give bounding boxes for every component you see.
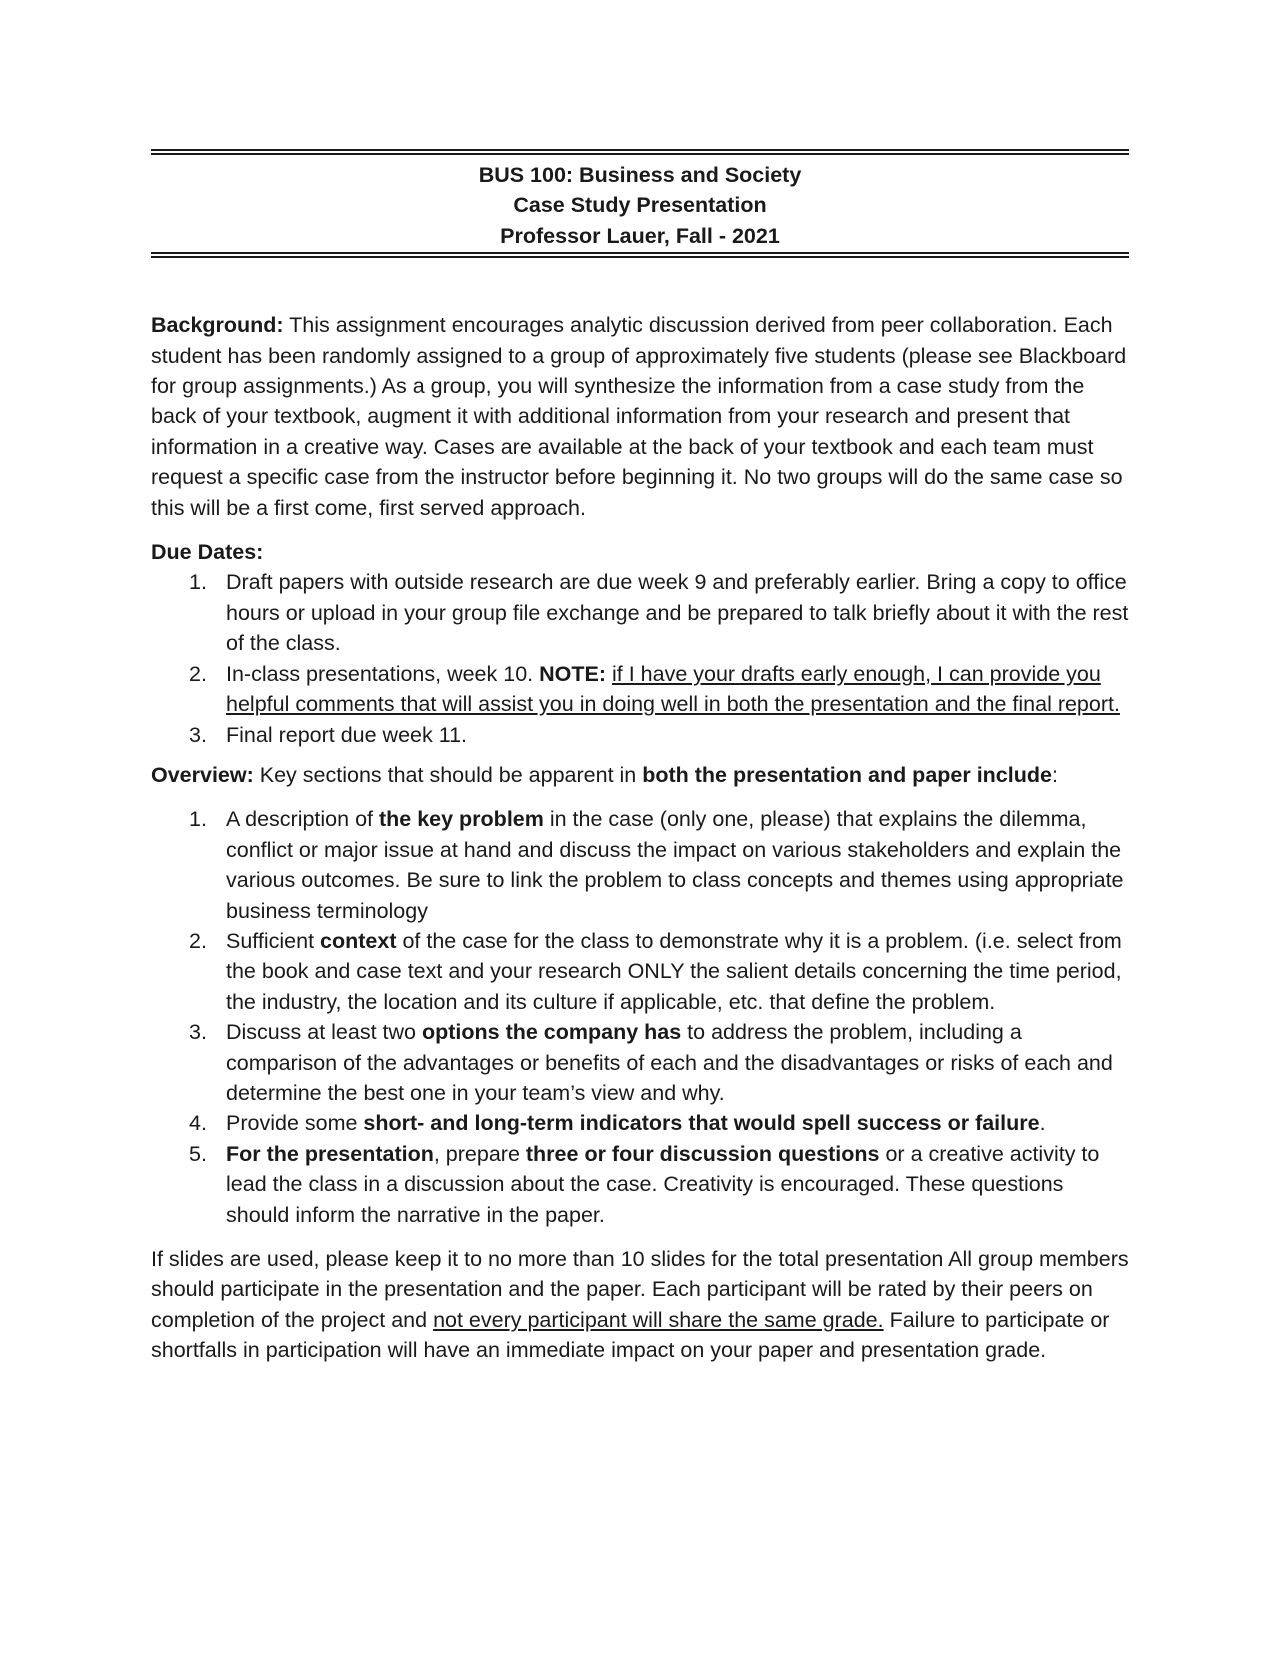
list-item: 3. Final report due week 11. xyxy=(189,722,468,747)
overview-paragraph: Overview: Key sections that should be apparent in both the presentation and paper include: xyxy=(151,762,1058,787)
list-item: 2. Sufficient context of the case for the class to demonstrate why it is a problem. (i.e. select from the book and case text and your research ONLY the salient details concerning the time period, the industry, the location and its culture if applicable, etc. that define the problem. xyxy=(189,928,1122,1014)
due-dates-heading: Due Dates: xyxy=(151,540,264,565)
note-text: if I have your drafts early enough, I can provide you helpful comments that will assist you in doing well in both the presentation and the final report. xyxy=(226,661,1120,717)
grade-warning: not every participant will share the same grade. xyxy=(433,1307,884,1332)
professor-term: Professor Lauer, Fall - 2021 xyxy=(500,223,780,248)
background-label: Background: xyxy=(151,313,284,338)
assignment-title: Case Study Presentation xyxy=(513,193,767,218)
header-bottom-rule xyxy=(151,252,1129,258)
list-item: 4. Provide some short- and long-term indicators that would spell success or failure. xyxy=(189,1111,1046,1136)
overview-label: Overview: xyxy=(151,762,254,787)
document-header xyxy=(151,155,1129,252)
due-dates-list xyxy=(151,567,1129,749)
list-item: 2. In-class presentations, week 10. NOTE: if I have your drafts early enough, I can provide you helpful comments that will assist you in doing well in both the presentation and the final report. xyxy=(189,661,1120,717)
list-item: 5. For the presentation, prepare three or four discussion questions or a creative activity to lead the class in a discussion about the case. Creativity is encouraged. These questions should inform the narrative in the paper. xyxy=(189,1141,1100,1227)
list-item: 1. Draft papers with outside research are due week 9 and preferably earlier. Bring a copy to office hours or upload in your group file exchange and be prepared to talk briefly about it with the rest of the class. xyxy=(189,570,1129,656)
list-item: 1. A description of the key problem in the case (only one, please) that explains the dilemma, conflict or major issue at hand and discuss the impact on various stakeholders and explain the various outcomes. Be sure to link the problem to class concepts and themes using appropriate business terminology xyxy=(189,807,1124,923)
course-title: BUS 100: Business and Society xyxy=(478,163,802,187)
note-label: NOTE: xyxy=(539,661,606,686)
overview-list xyxy=(151,804,1129,1230)
background-paragraph xyxy=(151,310,1129,523)
list-item: 3. Discuss at least two options the company has to address the problem, including a comparison of the advantages or benefits of each and the disadvantages or risks of each and determine the best one in your team’s view and why. xyxy=(189,1020,1113,1105)
closing-paragraph: If slides are used, please keep it to no more than 10 slides for the total presentation All group members should participate in the presentation and the paper. Each participant will be rated by their peers on completion of the project and not every participant will share the same grade. Failure to participate or shortfalls in participation will have an immediate impact on your paper and presentation grade. xyxy=(151,1247,1129,1363)
background-text: This assignment encourages analytic discussion derived from peer collaboration. Each student has been randomly assigned to a group of approximately five students (please see Blackboard for group assignments.) As a group, you will synthesize the information from a case study from the back of your textbook, augment it with additional information from your research and present that information in a creative way. Cases are available at the back of your textbook and each team must request a specific case from the instructor before beginning it. No two groups will do the same case so this will be a first come, first served approach. xyxy=(151,313,1127,520)
document-page xyxy=(151,149,1129,1366)
